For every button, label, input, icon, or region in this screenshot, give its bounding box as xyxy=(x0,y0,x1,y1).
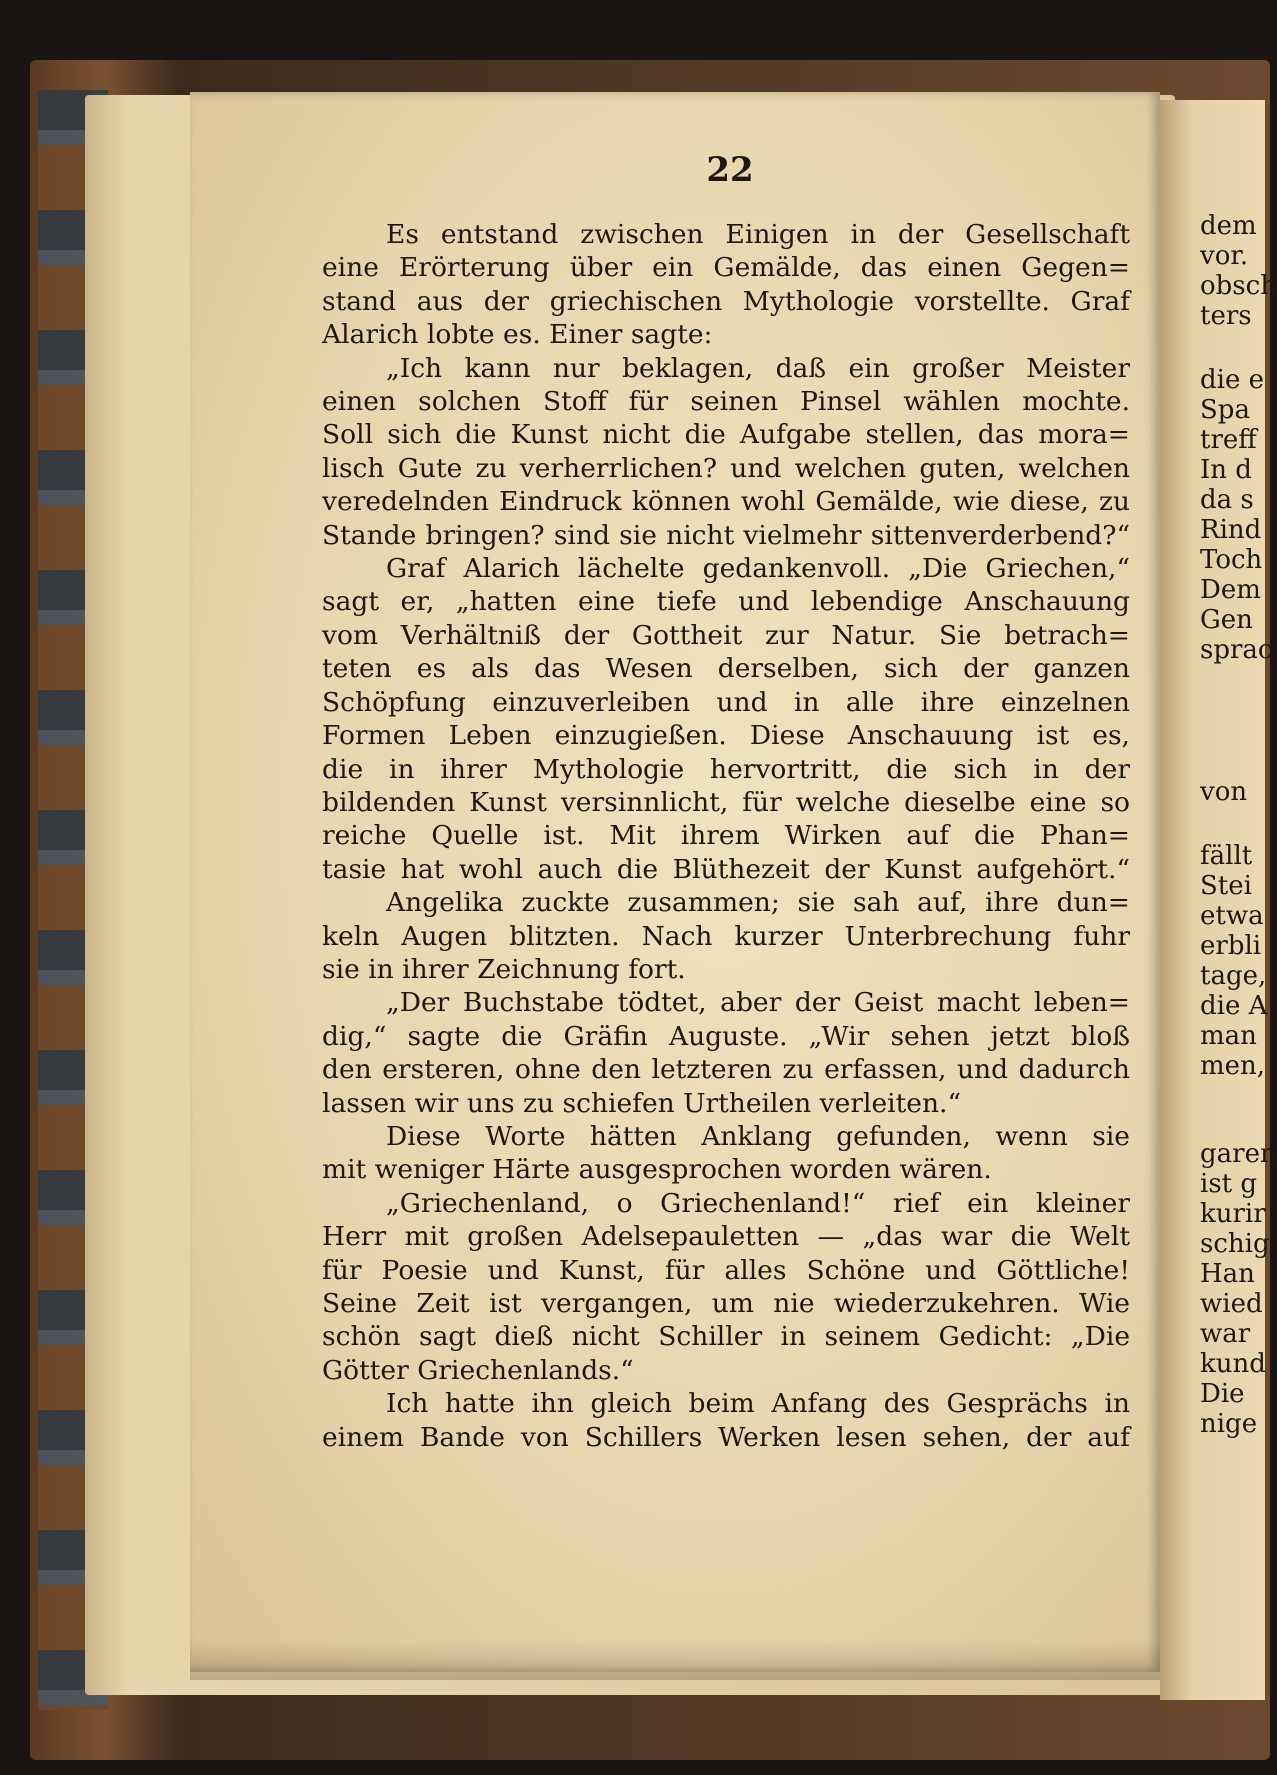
text-line: teten es als das Wesen derselben, sich der ganzen xyxy=(322,653,1130,685)
text-line: Götter Griechenlands.“ xyxy=(322,1354,634,1386)
facing-page-fragment: da s xyxy=(1200,485,1254,515)
facing-page-fragment: die A xyxy=(1200,991,1268,1021)
text-line: sie in ihrer Zeichnung fort. xyxy=(322,953,686,985)
text-line: reiche Quelle ist. Mit ihrem Wirken auf die Phan= xyxy=(322,820,1130,852)
facing-page-fragment: obsch xyxy=(1200,271,1277,301)
text-line: den ersteren, ohne den letzteren zu erfassen, und dadurch xyxy=(322,1054,1130,1086)
text-line: eine Erörterung über ein Gemälde, das einen Gegen= xyxy=(322,252,1130,284)
text-line: „Der Buchstabe tödtet, aber der Geist macht leben= xyxy=(386,987,1130,1019)
text-line: dig,“ sagte die Gräfin Auguste. „Wir sehen jetzt bloß xyxy=(322,1020,1130,1052)
facing-page-fragment: etwa xyxy=(1200,901,1264,931)
text-line: vom Verhältniß der Gottheit zur Natur. Sie betrach= xyxy=(322,619,1130,651)
facing-page-fragment: nige xyxy=(1200,1409,1258,1439)
text-line: sagt er, „hatten eine tiefe und lebendige Anschauung xyxy=(322,586,1130,618)
text-line: Soll sich die Kunst nicht die Aufgabe stellen, das mora= xyxy=(322,419,1130,451)
facing-page-fragment: fällt xyxy=(1200,841,1253,871)
text-line: Es entstand zwischen Einigen in der Gesellschaft xyxy=(386,219,1130,250)
facing-page-fragment: men, xyxy=(1200,1051,1266,1081)
facing-page-fragment: kund xyxy=(1200,1349,1266,1379)
text-line: Ich hatte ihn gleich beim Anfang des Gesprächs in xyxy=(386,1388,1130,1420)
text-line: für Poesie und Kunst, für alles Schöne und Göttliche! xyxy=(322,1254,1130,1286)
facing-page-fragment: vor. xyxy=(1200,241,1249,271)
facing-page-fragment: In d xyxy=(1200,455,1252,485)
text-line: lassen wir uns zu schiefen Urtheilen verleiten.“ xyxy=(322,1087,962,1119)
facing-page-fragment: die e xyxy=(1200,365,1264,395)
facing-page-fragment: Dem xyxy=(1200,575,1261,605)
text-line: Stande bringen? sind sie nicht vielmehr sittenverderbend?“ xyxy=(322,519,1130,551)
text-line: Schöpfung einzuverleiben und in alle ihre einzelnen xyxy=(322,686,1130,718)
text-line: tasie hat wohl auch die Blüthezeit der Kunst aufgehört.“ xyxy=(322,853,1130,885)
facing-page-fragment: ist g xyxy=(1200,1169,1258,1199)
facing-page-fragment: erbli xyxy=(1200,931,1262,961)
page-text xyxy=(322,218,1130,1454)
page-number: 22 xyxy=(706,150,754,190)
facing-page-fragment: treff xyxy=(1200,425,1257,455)
facing-page xyxy=(1160,100,1277,1700)
text-line: keln Augen blitzten. Nach kurzer Unterbrechung fuhr xyxy=(322,920,1130,952)
text-line: Seine Zeit ist vergangen, um nie wiederzukehren. Wie xyxy=(322,1288,1130,1319)
facing-page-fragment: ters xyxy=(1200,301,1252,331)
facing-page-fragment: tage, xyxy=(1200,961,1267,991)
text-line: die in ihrer Mythologie hervortritt, die sich in der xyxy=(322,753,1130,785)
text-line: Formen Leben einzugießen. Diese Anschauung ist es, xyxy=(322,720,1130,752)
text-line: Angelika zuckte zusammen; sie sah auf, ihre dun= xyxy=(386,887,1130,919)
facing-page-fragment: Han xyxy=(1200,1259,1255,1289)
facing-page-fragment: garen xyxy=(1200,1139,1277,1169)
facing-page-fragment: wied xyxy=(1200,1289,1263,1319)
text-line: Diese Worte hätten Anklang gefunden, wenn sie xyxy=(386,1120,1130,1152)
facing-page-fragment: Spa xyxy=(1200,395,1250,425)
facing-page-fragment: schig xyxy=(1200,1229,1270,1259)
text-line: einem Bande von Schillers Werken lesen sehen, der auf xyxy=(322,1421,1130,1453)
facing-page-fragment: man xyxy=(1200,1021,1257,1051)
text-line: „Ich kann nur beklagen, daß ein großer Meister xyxy=(386,352,1130,384)
text-line: veredelnden Eindruck können wohl Gemälde, wie diese, zu xyxy=(322,486,1130,518)
text-line: Alarich lobte es. Einer sagte: xyxy=(322,319,713,351)
text-line: schön sagt dieß nicht Schiller in seinem Gedicht: „Die xyxy=(322,1321,1130,1353)
facing-page-fragment: sprac xyxy=(1200,635,1273,665)
text-line: bildenden Kunst versinnlicht, für welche dieselbe eine so xyxy=(322,786,1130,818)
facing-page-fragment: von xyxy=(1200,777,1248,807)
text-line: stand aus der griechischen Mythologie vorstellte. Graf xyxy=(322,285,1130,317)
text-line: Graf Alarich lächelte gedankenvoll. „Die Griechen,“ xyxy=(386,553,1130,585)
text-line: Herr mit großen Adelsepauletten — „das war die Welt xyxy=(322,1221,1130,1253)
facing-page-fragment: kurir xyxy=(1200,1199,1266,1229)
text-line: lisch Gute zu verherrlichen? und welchen guten, welchen xyxy=(322,452,1130,484)
text-line: „Griechenland, o Griechenland!“ rief ein kleiner xyxy=(386,1187,1130,1219)
text-line: mit weniger Härte ausgesprochen worden wären. xyxy=(322,1154,992,1186)
page-bottom-shadow xyxy=(190,1640,1160,1680)
facing-page-fragment: war xyxy=(1200,1319,1251,1349)
facing-page-fragment: Gen xyxy=(1200,605,1253,635)
facing-page-fragment: Rind xyxy=(1200,515,1262,545)
text-line: einen solchen Stoff für seinen Pinsel wählen mochte. xyxy=(322,386,1130,418)
facing-page-fragment: Toch xyxy=(1200,545,1263,575)
facing-page-fragment: dem xyxy=(1200,211,1257,241)
facing-page-fragment: Die xyxy=(1200,1379,1245,1409)
facing-page-fragment: Stei xyxy=(1200,871,1252,901)
